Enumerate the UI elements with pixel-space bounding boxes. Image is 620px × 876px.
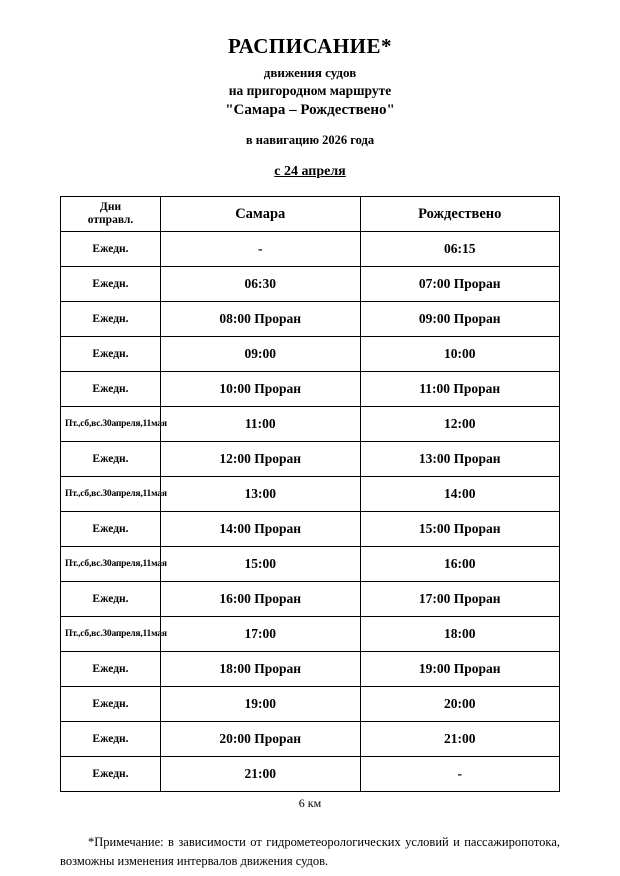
cell-days: Ежедн. — [61, 372, 161, 407]
table-row — [61, 757, 560, 792]
cell-rozhdestveno-time: 12:00 — [360, 407, 560, 442]
table-row — [61, 512, 560, 547]
cell-days: Пт.,сб,вс.30апреля,11мая — [61, 407, 161, 442]
cell-days: Пт.,сб,вс.30апреля,11мая — [61, 547, 161, 582]
cell-samara-time: 18:00 Проран — [161, 652, 361, 687]
cell-samara-time: 12:00 Проран — [161, 442, 361, 477]
cell-samara-time: 19:00 — [161, 687, 361, 722]
cell-samara-time: 08:00 Проран — [161, 302, 361, 337]
document-header — [40, 34, 580, 180]
table-row — [61, 267, 560, 302]
cell-rozhdestveno-time: 06:15 — [360, 232, 560, 267]
cell-days: Ежедн. — [61, 652, 161, 687]
cell-days: Ежедн. — [61, 757, 161, 792]
table-row — [61, 337, 560, 372]
cell-samara-time: - — [161, 232, 361, 267]
table-row — [61, 372, 560, 407]
cell-samara-time: 13:00 — [161, 477, 361, 512]
cell-rozhdestveno-time: 10:00 — [360, 337, 560, 372]
cell-days: Ежедн. — [61, 512, 161, 547]
cell-rozhdestveno-time: 07:00 Проран — [360, 267, 560, 302]
cell-days: Ежедн. — [61, 232, 161, 267]
navigation-season: в навигацию 2026 года — [245, 133, 375, 147]
cell-rozhdestveno-time: 21:00 — [360, 722, 560, 757]
table-row — [61, 722, 560, 757]
table-row — [61, 617, 560, 652]
cell-rozhdestveno-time: 11:00 Проран — [360, 372, 560, 407]
table-row — [61, 407, 560, 442]
table-row — [61, 477, 560, 512]
table-row — [61, 547, 560, 582]
cell-days: Ежедн. — [61, 582, 161, 617]
page-title: РАСПИСАНИЕ* — [227, 34, 393, 58]
cell-samara-time: 09:00 — [161, 337, 361, 372]
table-body — [61, 232, 560, 792]
cell-rozhdestveno-time: 13:00 Проран — [360, 442, 560, 477]
cell-samara-time: 15:00 — [161, 547, 361, 582]
column-header-days-line1: Дни — [99, 201, 122, 213]
schedule-table — [60, 196, 560, 792]
cell-samara-time: 16:00 Проран — [161, 582, 361, 617]
table-row — [61, 687, 560, 722]
distance-note: 6 км — [298, 796, 322, 811]
column-header-samara: Самара — [161, 197, 361, 232]
cell-rozhdestveno-time: 09:00 Проран — [360, 302, 560, 337]
cell-rozhdestveno-time: - — [360, 757, 560, 792]
footnote-note — [60, 833, 560, 869]
footnote-text: *Примечание: в зависимости от гидрометеорологических условий и пассажиропотока, возможны изменения интервалов движения судов. — [60, 835, 560, 868]
subtitle-route-kind: на пригородном маршруте — [228, 83, 392, 98]
cell-days: Ежедн. — [61, 267, 161, 302]
cell-samara-time: 11:00 — [161, 407, 361, 442]
table-row — [61, 652, 560, 687]
table-head — [61, 197, 560, 232]
valid-from-date: с 24 апреля — [274, 164, 346, 179]
table-row — [61, 302, 560, 337]
cell-samara-time: 14:00 Проран — [161, 512, 361, 547]
cell-days: Пт.,сб,вс.30апреля,11мая — [61, 617, 161, 652]
cell-rozhdestveno-time: 18:00 — [360, 617, 560, 652]
cell-samara-time: 21:00 — [161, 757, 361, 792]
column-header-days-line2: отправл. — [87, 214, 134, 227]
cell-rozhdestveno-time: 17:00 Проран — [360, 582, 560, 617]
table-row — [61, 232, 560, 267]
column-header-days — [61, 197, 161, 232]
table-row — [61, 442, 560, 477]
cell-days: Ежедн. — [61, 722, 161, 757]
cell-rozhdestveno-time: 15:00 Проран — [360, 512, 560, 547]
cell-samara-time: 20:00 Проран — [161, 722, 361, 757]
cell-samara-time: 17:00 — [161, 617, 361, 652]
cell-samara-time: 10:00 Проран — [161, 372, 361, 407]
cell-days: Ежедн. — [61, 302, 161, 337]
route-name: "Самара – Рождествено" — [225, 102, 395, 118]
table-row — [61, 582, 560, 617]
cell-days: Пт.,сб,вс.30апреля,11мая — [61, 477, 161, 512]
column-header-rozhdestveno: Рождествено — [360, 197, 560, 232]
cell-days: Ежедн. — [61, 687, 161, 722]
cell-rozhdestveno-time: 19:00 Проран — [360, 652, 560, 687]
subtitle-movement: движения судов — [263, 65, 357, 80]
cell-days: Ежедн. — [61, 442, 161, 477]
table-header-row — [61, 197, 560, 232]
cell-rozhdestveno-time: 20:00 — [360, 687, 560, 722]
cell-rozhdestveno-time: 16:00 — [360, 547, 560, 582]
cell-rozhdestveno-time: 14:00 — [360, 477, 560, 512]
cell-days: Ежедн. — [61, 337, 161, 372]
cell-samara-time: 06:30 — [161, 267, 361, 302]
